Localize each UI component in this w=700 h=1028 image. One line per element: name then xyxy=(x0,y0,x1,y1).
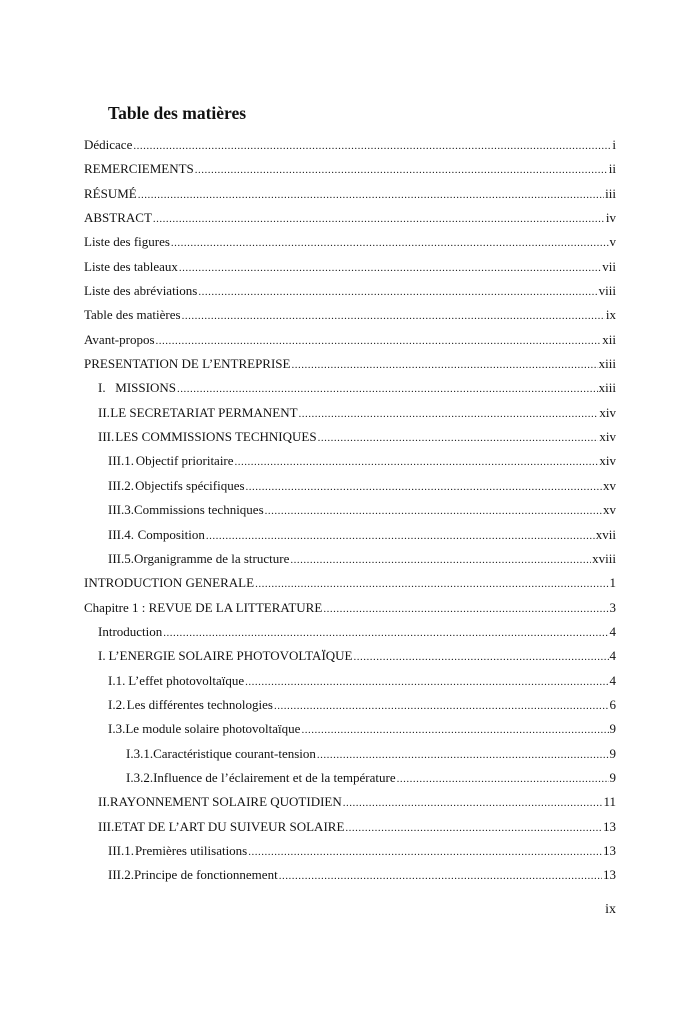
toc-entry-page: 9 xyxy=(609,745,616,761)
toc-entry-number: III.4. xyxy=(108,526,134,542)
toc-entry-page: 13 xyxy=(603,842,616,858)
dot-leader xyxy=(345,816,602,840)
toc-entry-label: PRESENTATION DE L’ENTREPRISE xyxy=(84,356,291,372)
toc-entry[interactable] xyxy=(84,255,616,279)
toc-entry-number: I.3.2. xyxy=(126,769,154,785)
dot-leader xyxy=(171,231,609,255)
toc-entry-label: Le module solaire photovoltaïque xyxy=(125,721,301,737)
dot-leader xyxy=(317,743,609,767)
toc-entry[interactable] xyxy=(84,133,616,157)
dot-leader xyxy=(265,499,602,523)
toc-entry-label: INTRODUCTION GENERALE xyxy=(84,575,255,591)
toc-entry-number: I. xyxy=(98,648,106,664)
toc-entry-label: Influence de l’éclairement et de la température xyxy=(153,769,396,785)
dot-leader xyxy=(299,402,599,426)
toc-entry[interactable] xyxy=(84,328,616,352)
toc-entry-label: L’effet photovoltaïque xyxy=(128,672,245,688)
dot-leader xyxy=(179,256,601,280)
toc-entry[interactable] xyxy=(84,474,616,498)
dot-leader xyxy=(206,524,595,548)
toc-entry-page: v xyxy=(609,234,616,250)
dot-leader xyxy=(255,572,608,596)
toc-entry[interactable] xyxy=(84,815,616,839)
toc-entry-number: II. xyxy=(98,404,110,420)
dot-leader xyxy=(318,426,599,450)
toc-entry-label: Objectifs spécifiques xyxy=(135,477,245,493)
dot-leader xyxy=(156,329,602,353)
toc-entry-page: xviii xyxy=(592,550,616,566)
toc-entry-number: I.2. xyxy=(108,696,126,712)
toc-entry[interactable] xyxy=(84,352,616,376)
table-of-contents xyxy=(84,133,616,888)
toc-entry-label: LE SECRETARIAT PERMANENT xyxy=(110,404,298,420)
toc-entry-page: xv xyxy=(603,477,616,493)
toc-entry[interactable] xyxy=(84,279,616,303)
toc-entry[interactable] xyxy=(84,863,616,887)
toc-entry[interactable] xyxy=(84,206,616,230)
toc-entry-label: Liste des tableaux xyxy=(84,258,178,274)
toc-entry[interactable] xyxy=(84,571,616,595)
toc-entry-page: 9 xyxy=(609,769,616,785)
dot-leader xyxy=(163,621,608,645)
toc-entry[interactable] xyxy=(84,303,616,327)
toc-entry-label: Chapitre 1 : REVUE DE LA LITTERATURE xyxy=(84,599,323,615)
toc-entry-number: III.1. xyxy=(108,453,134,469)
dot-leader xyxy=(301,718,608,742)
toc-entry-number: I.1. xyxy=(108,672,126,688)
toc-entry[interactable] xyxy=(84,766,616,790)
toc-entry-label: Premières utilisations xyxy=(134,842,248,858)
toc-entry-page: iv xyxy=(605,210,616,226)
toc-entry-page: xii xyxy=(602,331,616,347)
toc-entry[interactable] xyxy=(84,376,616,400)
toc-entry[interactable] xyxy=(84,230,616,254)
toc-entry[interactable] xyxy=(84,449,616,473)
toc-entry[interactable] xyxy=(84,523,616,547)
toc-entry-page: 1 xyxy=(609,575,616,591)
toc-entry-page: 4 xyxy=(609,648,616,664)
toc-entry-label: MISSIONS xyxy=(115,380,176,396)
toc-entry-page: iii xyxy=(605,185,616,201)
toc-entry-number: I.3.1. xyxy=(126,745,154,761)
page-title: Table des matières xyxy=(108,103,247,123)
dot-leader xyxy=(290,548,591,572)
toc-entry-page: 4 xyxy=(609,623,616,639)
toc-entry-label: L’ENERGIE SOLAIRE PHOTOVOLTAÏQUE xyxy=(108,648,353,664)
toc-entry-page: 4 xyxy=(609,672,616,688)
toc-entry-number: I. xyxy=(98,380,106,396)
toc-entry-label: Caractéristique courant-tension xyxy=(153,745,316,761)
dot-leader xyxy=(195,158,608,182)
toc-entry-label: Liste des figures xyxy=(84,234,170,250)
toc-entry-page: i xyxy=(612,137,616,152)
toc-entry-number: III.1. xyxy=(108,842,134,858)
dot-leader xyxy=(279,864,602,888)
dot-leader xyxy=(397,767,609,791)
toc-entry-label: Les différentes technologies xyxy=(126,696,273,712)
toc-entry-page: 13 xyxy=(603,818,616,834)
toc-entry-page: ix xyxy=(605,307,616,323)
dot-leader xyxy=(245,670,608,694)
dot-leader xyxy=(198,280,597,304)
toc-entry-label: Principe de fonctionnement xyxy=(134,867,278,883)
toc-entry-page: xiv xyxy=(599,404,616,420)
toc-entry[interactable] xyxy=(84,620,616,644)
toc-entry-page: xv xyxy=(603,502,616,518)
toc-entry-label: Composition xyxy=(137,526,205,542)
dot-leader xyxy=(343,791,603,815)
toc-entry-label: Organigramme de la structure xyxy=(134,550,290,566)
toc-entry[interactable] xyxy=(84,547,616,571)
page-number: ix xyxy=(605,902,616,917)
toc-entry[interactable] xyxy=(84,669,616,693)
dot-leader xyxy=(323,597,608,621)
toc-entry-page: 13 xyxy=(603,867,616,883)
dot-leader xyxy=(138,183,604,207)
toc-entry[interactable] xyxy=(84,790,616,814)
dot-leader xyxy=(246,475,602,499)
toc-entry[interactable] xyxy=(84,693,616,717)
toc-entry-label: ABSTRACT xyxy=(84,210,152,226)
dot-leader xyxy=(182,304,605,328)
toc-entry-number: III. xyxy=(98,429,115,445)
dot-leader xyxy=(248,840,602,864)
toc-entry-label: Commissions techniques xyxy=(134,502,264,518)
toc-entry-number: II. xyxy=(98,794,110,810)
toc-entry[interactable] xyxy=(84,182,616,206)
dot-leader xyxy=(291,353,597,377)
toc-entry-label: RÉSUMÉ xyxy=(84,185,137,201)
toc-entry-page: xiii xyxy=(598,356,616,372)
toc-entry-label: Liste des abréviations xyxy=(84,283,198,299)
toc-entry-label: Objectif prioritaire xyxy=(135,453,234,469)
toc-entry-label: Avant-propos xyxy=(84,331,155,347)
dot-leader xyxy=(133,134,611,158)
toc-entry[interactable] xyxy=(84,401,616,425)
toc-entry-page: xiv xyxy=(599,453,616,469)
dot-leader xyxy=(354,645,609,669)
toc-entry-label: RAYONNEMENT SOLAIRE QUOTIDIEN xyxy=(109,794,342,810)
toc-entry-page: ii xyxy=(608,161,616,177)
dot-leader xyxy=(153,207,605,231)
toc-entry-page: xvii xyxy=(595,526,616,542)
toc-entry-number: III. xyxy=(98,818,115,834)
toc-entry-page: xiii xyxy=(598,380,616,396)
toc-entry[interactable] xyxy=(84,157,616,181)
toc-entry[interactable] xyxy=(84,425,616,449)
toc-entry-page: viii xyxy=(598,283,616,299)
dot-leader xyxy=(235,450,599,474)
toc-entry-page: 11 xyxy=(603,794,616,810)
toc-entry-label: LES COMMISSIONS TECHNIQUES xyxy=(115,429,317,445)
toc-entry[interactable] xyxy=(84,742,616,766)
toc-entry-label: Introduction xyxy=(98,623,163,639)
toc-entry-label: ETAT DE L’ART DU SUIVEUR SOLAIRE xyxy=(114,818,345,834)
toc-entry[interactable] xyxy=(84,717,616,741)
toc-entry[interactable] xyxy=(84,644,616,668)
toc-entry[interactable] xyxy=(84,596,616,620)
dot-leader xyxy=(274,694,609,718)
toc-entry-number: III.5. xyxy=(108,550,134,566)
toc-entry[interactable] xyxy=(84,839,616,863)
toc-entry-page: 9 xyxy=(609,721,616,737)
toc-entry-page: 3 xyxy=(609,599,616,615)
toc-entry-page: vii xyxy=(602,258,616,274)
toc-entry[interactable] xyxy=(84,498,616,522)
toc-entry-page: xiv xyxy=(599,429,616,445)
toc-entry-number: III.2. xyxy=(108,867,134,883)
dot-leader xyxy=(177,377,598,401)
toc-entry-number: I.3. xyxy=(108,721,126,737)
toc-entry-label: Dédicace xyxy=(84,137,133,152)
toc-entry-label: REMERCIEMENTS xyxy=(84,161,194,177)
toc-entry-number: III.3. xyxy=(108,502,134,518)
toc-entry-label: Table des matières xyxy=(84,307,181,323)
toc-entry-page: 6 xyxy=(609,696,616,712)
toc-entry-number: III.2. xyxy=(108,477,134,493)
